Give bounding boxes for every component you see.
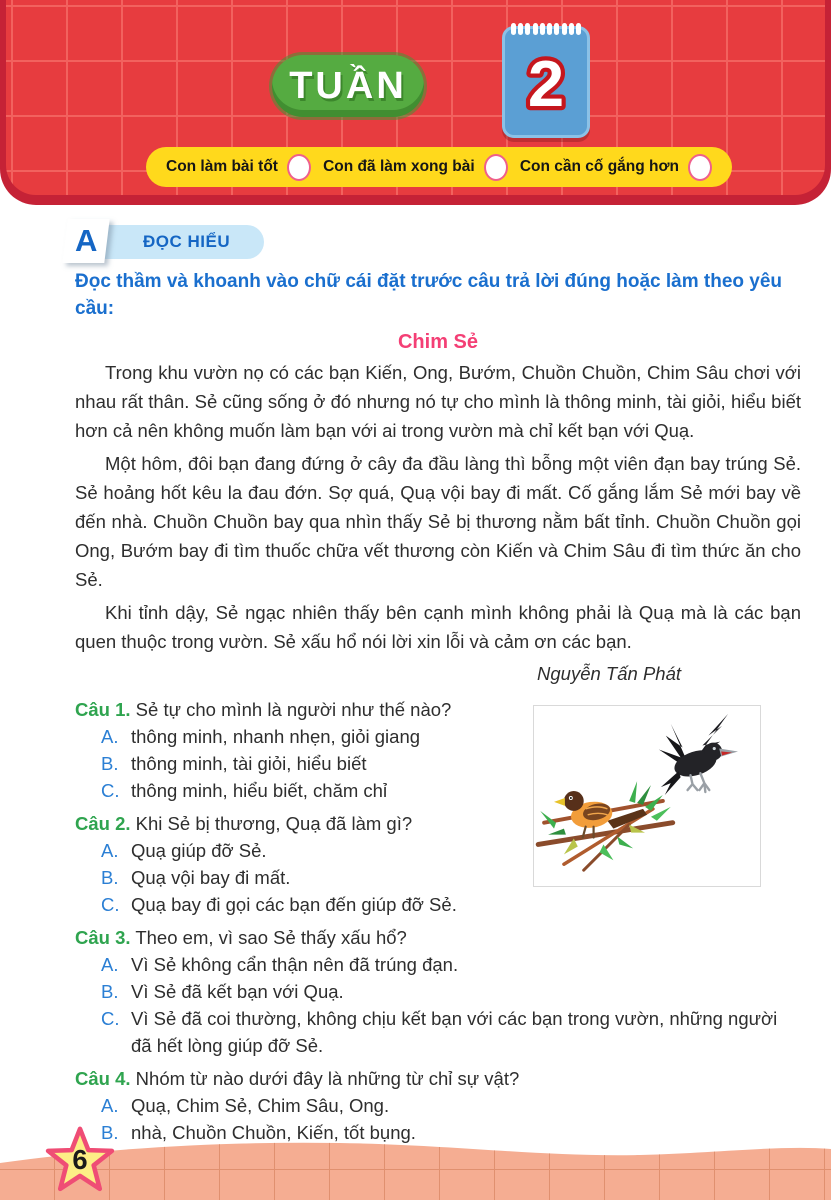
week-label: TUẦN (289, 64, 407, 107)
option-letter: C. (101, 1008, 120, 1029)
option-letter: A. (101, 726, 119, 747)
branch-and-leaves (538, 781, 673, 870)
option-text: nhà, Chuồn Chuồn, Kiến, tốt bụng. (131, 1122, 416, 1143)
worksheet-content (0, 205, 831, 1176)
answer-option[interactable] (75, 1005, 801, 1059)
crow-icon (659, 714, 738, 795)
section-title-pill (97, 225, 264, 259)
birds-illustration-graphic (534, 706, 760, 886)
header-grid-background (6, 0, 825, 195)
question-text: Sẻ tự cho mình là người như thế nào? (135, 699, 452, 720)
option-text: thông minh, hiểu biết, chăm chỉ (131, 780, 388, 801)
option-letter: C. (101, 780, 120, 801)
calendar-icon (502, 26, 590, 138)
story-paragraph: Một hôm, đôi bạn đang đứng ở cây đa đầu làng thì bỗng một viên đạn bay trúng Sẻ. Sẻ hoảng hốt kêu la đau đớn. Sợ quá, Quạ vội bay đi mất. Cố gắng lắm Sẻ mới bay về đến nhà. Chuồn Chuồn bay qua nhìn thấy Sẻ bị thương nằm bất tỉnh. Chuồn Chuồn gọi Ong, Bướm bay đi tìm thuốc chữa vết thương còn Kiến và Chim Sâu đi tìm thức ăn cho Sẻ. (75, 453, 801, 590)
checklist-circle[interactable] (688, 154, 712, 181)
option-text: thông minh, tài giỏi, hiểu biết (131, 753, 367, 774)
story-paragraph: Khi tỉnh dậy, Sẻ ngạc nhiên thấy bên cạnh mình không phải là Quạ mà là các bạn quen thuộc trong vườn. Sẻ xấu hổ nói lời xin lỗi và cảm ơn các bạn. (75, 602, 801, 652)
option-letter: A. (101, 1095, 119, 1116)
option-letter: B. (101, 1122, 119, 1143)
section-letter-shape (62, 219, 109, 263)
section-letter: A (74, 223, 98, 258)
section-header (75, 223, 801, 259)
option-letter: B. (101, 753, 119, 774)
footer-wave (0, 1115, 831, 1200)
page-number-star (42, 1122, 118, 1198)
option-text: thông minh, nhanh nhẹn, giỏi giang (131, 726, 421, 747)
week-label-pill (272, 55, 424, 117)
answer-option[interactable] (75, 951, 801, 978)
question-text: Nhóm từ nào dưới đây là những từ chỉ sự vật? (135, 1068, 520, 1089)
option-text: Quạ vội bay đi mất. (131, 867, 291, 888)
option-letter: A. (101, 954, 119, 975)
checklist-item-done (323, 154, 508, 181)
checklist-label: Con làm bài tốt (166, 158, 278, 175)
section-title: ĐỌC HIỂU (143, 232, 231, 251)
question-number: Câu 2. (75, 813, 131, 834)
question-3 (75, 924, 801, 1059)
checklist-circle[interactable] (484, 154, 508, 181)
answer-option[interactable] (75, 978, 801, 1005)
option-text: Vì Sẻ đã kết bạn với Quạ. (131, 981, 344, 1002)
option-letter: C. (101, 894, 120, 915)
question-text: Khi Sẻ bị thương, Quạ đã làm gì? (135, 813, 413, 834)
question-text: Theo em, vì sao Sẻ thấy xấu hổ? (135, 927, 407, 948)
option-text: Quạ, Chim Sẻ, Chim Sâu, Ong. (131, 1095, 390, 1116)
story-paragraph: Trong khu vườn nọ có các bạn Kiến, Ong, Bướm, Chuồn Chuồn, Chim Sâu chơi với nhau rất thân. Sẻ cũng sống ở đó nhưng nó tự cho mình là thông minh, tài giỏi, hiểu biết hơn cả nên không muốn làm bạn với ai trong vườn mà chỉ kết bạn với Quạ. (75, 362, 801, 441)
checklist-circle[interactable] (287, 154, 311, 181)
checklist-label: Con đã làm xong bài (323, 158, 475, 175)
option-text: Quạ giúp đỡ Sẻ. (131, 840, 267, 861)
story-title: Chim Sẻ (397, 331, 479, 353)
option-letter: B. (101, 867, 119, 888)
answer-option[interactable] (75, 891, 801, 918)
option-text: Vì Sẻ đã coi thường, không chịu kết bạn với các bạn trong vườn, những người đã hết lòng giúp đỡ Sẻ. (131, 1008, 778, 1056)
question-number: Câu 4. (75, 1068, 131, 1089)
option-text: Vì Sẻ không cẩn thận nên đã trúng đạn. (131, 954, 459, 975)
week-number-graphic (505, 29, 587, 135)
instruction-text: Đọc thầm và khoanh vào chữ cái đặt trước câu trả lời đúng hoặc làm theo yêu cầu: (75, 271, 783, 319)
option-letter: A. (101, 840, 119, 861)
question-number: Câu 3. (75, 927, 131, 948)
option-text: Quạ bay đi gọi các bạn đến giúp đỡ Sẻ. (131, 894, 457, 915)
checklist-item-try-harder (520, 154, 712, 181)
story-illustration (533, 705, 761, 887)
option-letter: B. (101, 981, 119, 1002)
page-number: 6 (72, 1144, 88, 1176)
checklist-label: Con cần cố gắng hơn (519, 158, 679, 175)
week-number: 2 (527, 47, 565, 121)
progress-checklist (146, 147, 732, 187)
checklist-item-good (166, 154, 311, 181)
header-banner (0, 0, 831, 205)
story-author: Nguyễn Tấn Phát (537, 663, 681, 684)
question-number: Câu 1. (75, 699, 131, 720)
